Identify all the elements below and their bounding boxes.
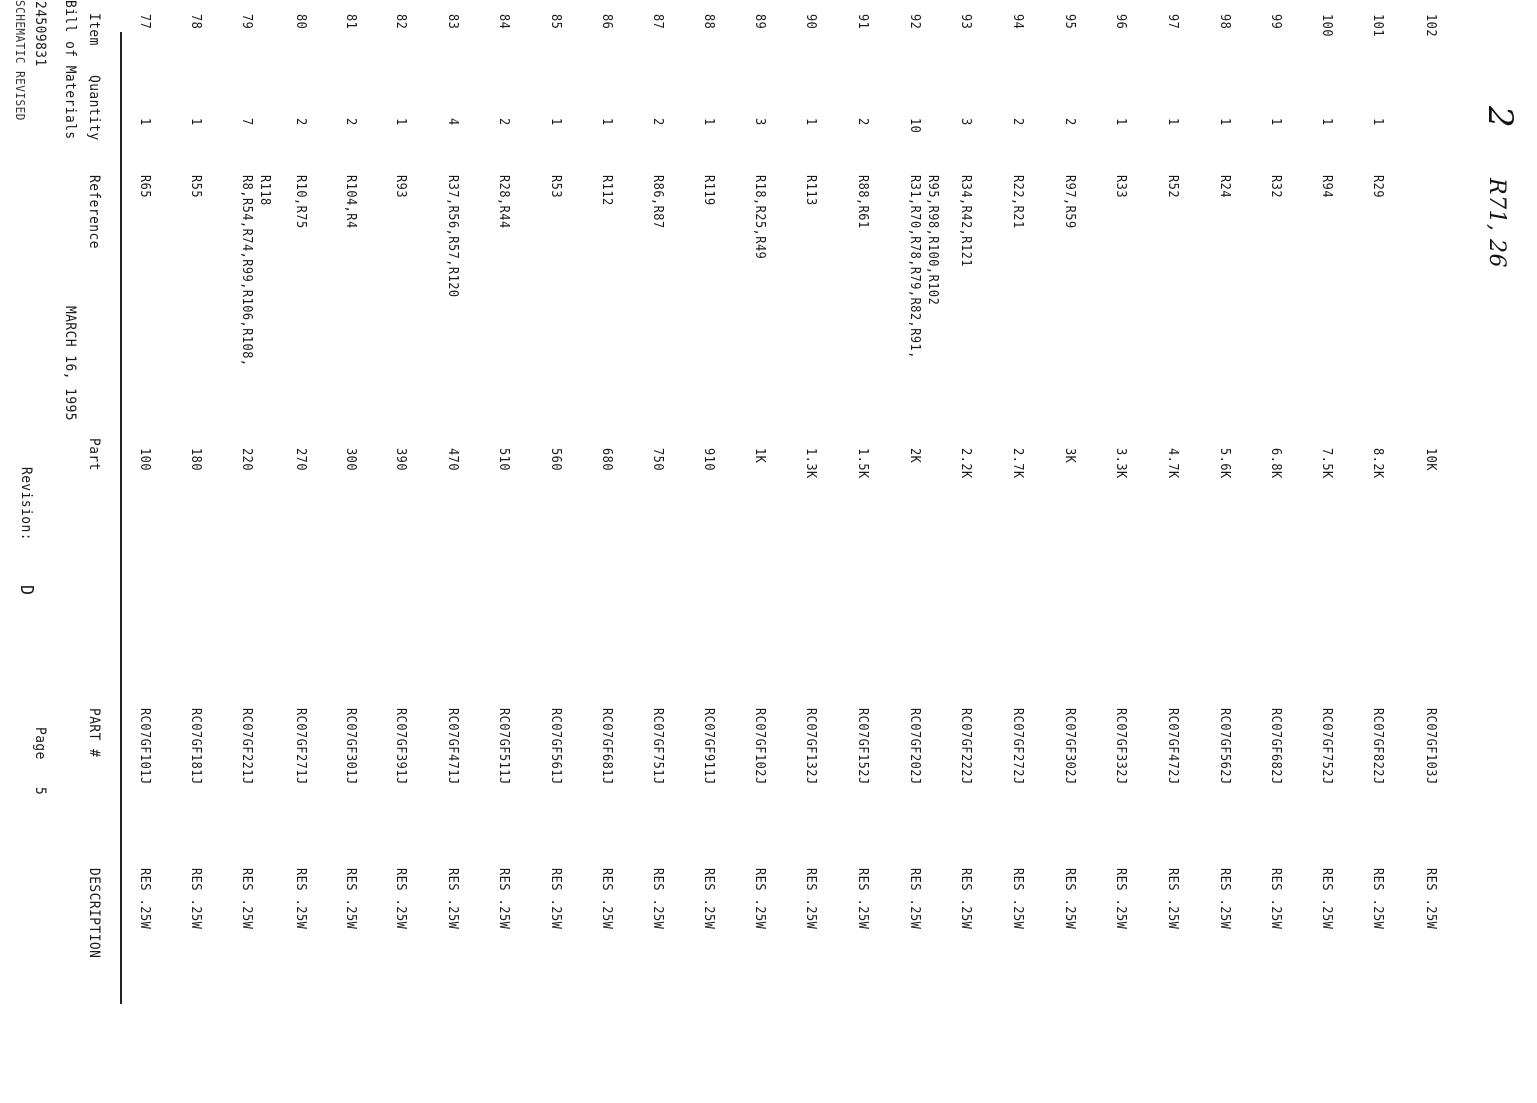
- row-item: 83: [445, 14, 460, 30]
- row-part: 220: [239, 448, 254, 471]
- row-part-number: RC07GF472J: [1165, 708, 1180, 785]
- row-part: 7.5K: [1319, 448, 1334, 479]
- row-reference: R8,R54,R74,R99,R106,R108,: [239, 175, 254, 367]
- row-part-number: RC07GF911J: [701, 708, 716, 785]
- header-rule: [120, 32, 122, 1004]
- row-reference: R88,R61: [855, 175, 870, 229]
- row-description: RES .25W: [1370, 868, 1385, 930]
- row-quantity: 1: [188, 118, 203, 126]
- row-part: 1K: [752, 448, 767, 464]
- row-description: RES .25W: [701, 868, 716, 930]
- row-description: RES .25W: [239, 868, 254, 930]
- row-quantity: 1: [548, 118, 563, 126]
- table-row: [131, 0, 151, 1103]
- row-item: 96: [1113, 14, 1128, 30]
- row-description: RES .25W: [548, 868, 563, 930]
- table-row: [1107, 0, 1127, 1103]
- row-item: 79: [239, 14, 254, 30]
- row-item: 87: [650, 14, 665, 30]
- table-row: [490, 0, 510, 1103]
- row-item: 80: [293, 14, 308, 30]
- row-reference: R52: [1165, 175, 1180, 198]
- row-part: 3K: [1062, 448, 1077, 464]
- row-description: RES .25W: [1423, 868, 1438, 930]
- table-row: [1004, 0, 1024, 1103]
- row-item: 78: [188, 14, 203, 30]
- row-part: 5.6K: [1217, 448, 1232, 479]
- row-reference: R29: [1370, 175, 1385, 198]
- row-part-number: RC07GF103J: [1423, 708, 1438, 785]
- schematic-header-cut: SCHEMATIC REVISED: [13, 0, 27, 121]
- row-quantity: 1: [1217, 118, 1232, 126]
- row-part-number: RC07GF682J: [1268, 708, 1283, 785]
- row-part-number: RC07GF752J: [1319, 708, 1334, 785]
- table-row: [644, 0, 664, 1103]
- row-quantity: 1: [701, 118, 716, 126]
- row-quantity: 2: [496, 118, 511, 126]
- row-part-number: RC07GF562J: [1217, 708, 1232, 785]
- doc-number: 24509831: [32, 1, 48, 67]
- table-row: [1056, 0, 1076, 1103]
- row-quantity: 4: [445, 118, 460, 126]
- row-description: RES .25W: [1113, 868, 1128, 930]
- row-quantity: 10: [907, 118, 922, 134]
- table-row: [387, 0, 407, 1103]
- row-part: 4.7K: [1165, 448, 1180, 479]
- row-reference: R10,R75: [293, 175, 308, 229]
- row-part-number: RC07GF751J: [650, 708, 665, 785]
- row-item: 99: [1268, 14, 1283, 30]
- document-date: MARCH 16, 1995: [62, 306, 78, 422]
- table-row: [182, 0, 202, 1103]
- row-item: 100: [1319, 14, 1334, 37]
- row-reference: R33: [1113, 175, 1128, 198]
- row-quantity: 1: [1370, 118, 1385, 126]
- table-row: [901, 0, 940, 1103]
- row-part-number: RC07GF221J: [239, 708, 254, 785]
- row-quantity: 1: [1165, 118, 1180, 126]
- row-description: RES .25W: [958, 868, 973, 930]
- row-item: 89: [752, 14, 767, 30]
- row-part: 270: [293, 448, 308, 471]
- row-item: 86: [599, 14, 614, 30]
- row-description: RES .25W: [188, 868, 203, 930]
- row-description: RES .25W: [137, 868, 152, 930]
- row-part-number: RC07GF301J: [343, 708, 358, 785]
- row-reference: R65: [137, 175, 152, 198]
- column-header-reference: Reference: [86, 175, 102, 249]
- row-quantity: 1: [599, 118, 614, 126]
- row-part: 680: [599, 448, 614, 471]
- row-description: RES .25W: [393, 868, 408, 930]
- row-reference: R37,R56,R57,R120: [445, 175, 460, 298]
- row-part: 2K: [907, 448, 922, 464]
- table-row: [1211, 0, 1231, 1103]
- row-description: RES .25W: [752, 868, 767, 930]
- row-quantity: 1: [137, 118, 152, 126]
- row-quantity: 2: [293, 118, 308, 126]
- row-part-number: RC07GF101J: [137, 708, 152, 785]
- row-item: 81: [343, 14, 358, 30]
- row-part: 1.3K: [803, 448, 818, 479]
- row-quantity: 2: [855, 118, 870, 126]
- row-part-number: RC07GF681J: [599, 708, 614, 785]
- row-description: RES .25W: [343, 868, 358, 930]
- row-item: 95: [1062, 14, 1077, 30]
- row-part: 1.5K: [855, 448, 870, 479]
- revision-label: Revision:: [18, 467, 34, 541]
- row-description: RES .25W: [445, 868, 460, 930]
- row-part-number: RC07GF132J: [803, 708, 818, 785]
- row-item: 92: [907, 14, 922, 30]
- row-description: RES .25W: [1319, 868, 1334, 930]
- row-reference-continued: R95,R98,R100,R102: [925, 175, 940, 306]
- table-row: [952, 0, 972, 1103]
- row-item: 77: [137, 14, 152, 30]
- row-quantity: 2: [343, 118, 358, 126]
- table-row: [1417, 0, 1437, 1103]
- row-reference: R32: [1268, 175, 1283, 198]
- row-description: RES .25W: [803, 868, 818, 930]
- row-description: RES .25W: [855, 868, 870, 930]
- row-part: 560: [548, 448, 563, 471]
- table-row: [1262, 0, 1282, 1103]
- row-description: RES .25W: [599, 868, 614, 930]
- row-quantity: 1: [803, 118, 818, 126]
- row-reference: R104,R4: [343, 175, 358, 229]
- row-part: 300: [343, 448, 358, 471]
- row-part: 2.7K: [1010, 448, 1025, 479]
- row-quantity: 3: [958, 118, 973, 126]
- row-description: RES .25W: [907, 868, 922, 930]
- table-row: [337, 0, 357, 1103]
- row-description: RES .25W: [1217, 868, 1232, 930]
- row-reference: R22,R21: [1010, 175, 1025, 229]
- row-part: 2.2K: [958, 448, 973, 479]
- handwritten-quantity: 2: [1480, 106, 1520, 129]
- row-quantity: 1: [393, 118, 408, 126]
- row-part: 750: [650, 448, 665, 471]
- handwritten-reference: R71, 26: [1484, 178, 1509, 269]
- row-part: 470: [445, 448, 460, 471]
- row-reference: R112: [599, 175, 614, 206]
- row-description: RES .25W: [496, 868, 511, 930]
- column-header-item: Item: [86, 13, 102, 46]
- row-item: 90: [803, 14, 818, 30]
- row-part-number: RC07GF202J: [907, 708, 922, 785]
- column-header-quantity: Quantity: [86, 75, 102, 141]
- row-item: 88: [701, 14, 716, 30]
- row-description: RES .25W: [1010, 868, 1025, 930]
- row-part: 8.2K: [1370, 448, 1385, 479]
- row-part-number: RC07GF332J: [1113, 708, 1128, 785]
- row-part: 390: [393, 448, 408, 471]
- row-part-number: RC07GF561J: [548, 708, 563, 785]
- row-quantity: 1: [1268, 118, 1283, 126]
- row-quantity: 1: [1319, 118, 1334, 126]
- table-row: [593, 0, 613, 1103]
- row-part: 100: [137, 448, 152, 471]
- row-item: 82: [393, 14, 408, 30]
- page-title: Bill of Materials: [62, 0, 78, 140]
- row-description: RES .25W: [1268, 868, 1283, 930]
- row-part-number: RC07GF302J: [1062, 708, 1077, 785]
- row-reference: R18,R25,R49: [752, 175, 767, 260]
- row-part-number: RC07GF152J: [855, 708, 870, 785]
- table-row: [849, 0, 869, 1103]
- table-row: [1313, 0, 1333, 1103]
- row-part-number: RC07GF471J: [445, 708, 460, 785]
- row-item: 93: [958, 14, 973, 30]
- row-quantity: 7: [239, 118, 254, 126]
- row-quantity: 3: [752, 118, 767, 126]
- row-part: 6.8K: [1268, 448, 1283, 479]
- row-description: RES .25W: [1062, 868, 1077, 930]
- row-part-number: RC07GF272J: [1010, 708, 1025, 785]
- row-reference: R119: [701, 175, 716, 206]
- table-row: [1159, 0, 1179, 1103]
- row-part-number: RC07GF102J: [752, 708, 767, 785]
- row-item: 84: [496, 14, 511, 30]
- table-row: [233, 0, 272, 1103]
- revision-value: D: [16, 585, 37, 596]
- row-quantity: 2: [1062, 118, 1077, 126]
- row-reference: R113: [803, 175, 818, 206]
- row-item: 98: [1217, 14, 1232, 30]
- column-header-part-number: PART #: [86, 708, 102, 758]
- row-part: 3.3K: [1113, 448, 1128, 479]
- row-part-number: RC07GF391J: [393, 708, 408, 785]
- page-number: 5: [32, 787, 48, 796]
- row-part-number: RC07GF222J: [958, 708, 973, 785]
- row-quantity: 2: [650, 118, 665, 126]
- row-item: 85: [548, 14, 563, 30]
- row-reference-continued: R118: [257, 175, 272, 206]
- row-part: 10K: [1423, 448, 1438, 471]
- row-reference: R53: [548, 175, 563, 198]
- row-item: 94: [1010, 14, 1025, 30]
- table-row: [287, 0, 307, 1103]
- row-item: 101: [1370, 14, 1385, 37]
- row-item: 97: [1165, 14, 1180, 30]
- table-row: [1364, 0, 1384, 1103]
- row-part-number: RC07GF181J: [188, 708, 203, 785]
- column-header-description: DESCRIPTION: [86, 868, 102, 959]
- table-row: [797, 0, 817, 1103]
- row-reference: R97,R59: [1062, 175, 1077, 229]
- row-description: RES .25W: [650, 868, 665, 930]
- row-part: 910: [701, 448, 716, 471]
- table-row: [746, 0, 766, 1103]
- row-description: RES .25W: [1165, 868, 1180, 930]
- row-reference: R86,R87: [650, 175, 665, 229]
- row-reference: R24: [1217, 175, 1232, 198]
- row-reference: R55: [188, 175, 203, 198]
- page-label: Page: [32, 727, 48, 760]
- row-description: RES .25W: [293, 868, 308, 930]
- row-quantity: 1: [1113, 118, 1128, 126]
- table-row: [439, 0, 459, 1103]
- row-reference: R31,R70,R78,R79,R82,R91,: [907, 175, 922, 359]
- row-reference: R34,R42,R121: [958, 175, 973, 267]
- row-part-number: RC07GF271J: [293, 708, 308, 785]
- row-item: 102: [1423, 14, 1438, 37]
- row-part-number: RC07GF822J: [1370, 708, 1385, 785]
- row-part-number: RC07GF511J: [496, 708, 511, 785]
- table-row: [695, 0, 715, 1103]
- row-reference: R94: [1319, 175, 1334, 198]
- row-item: 91: [855, 14, 870, 30]
- row-quantity: 2: [1010, 118, 1025, 126]
- row-part: 510: [496, 448, 511, 471]
- row-reference: R93: [393, 175, 408, 198]
- table-row: [542, 0, 562, 1103]
- row-part: 180: [188, 448, 203, 471]
- row-reference: R28,R44: [496, 175, 511, 229]
- column-header-part: Part: [86, 438, 102, 471]
